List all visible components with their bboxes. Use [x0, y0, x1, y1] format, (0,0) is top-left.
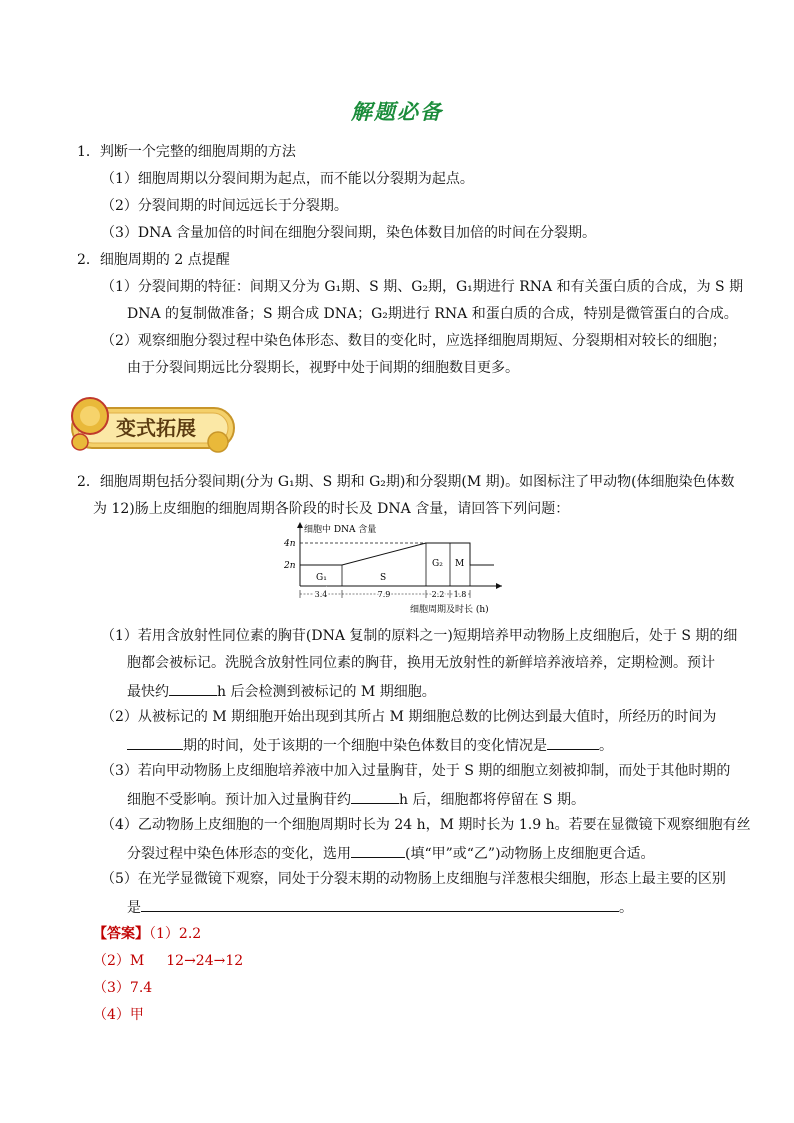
answer-1: （1）2.2 — [149, 926, 202, 942]
duration-m: 1.8 — [453, 590, 467, 599]
q2-answer-blank-2[interactable] — [547, 735, 599, 750]
question-line1: 2．细胞周期包括分裂间期(分为 G₁期、S 期和 G₂期)和分裂期(M 期)。如图标注了甲动物(体细胞染色体数 — [77, 474, 735, 490]
answer-4: （4）甲 — [93, 1007, 144, 1023]
q4-line2: 分裂过程中染色体形态的变化，选用 (填“甲”或“乙”)动物肠上皮细胞更合适。 — [127, 843, 655, 863]
question-line2: 为 12)肠上皮细胞的细胞周期各阶段的时长及 DNA 含量，请回答下列问题： — [93, 501, 570, 517]
dna-content-chart — [280, 520, 510, 620]
variant-extension-banner — [68, 394, 238, 460]
phase-label-g2: G₂ — [432, 559, 443, 569]
q4-line1: （4）乙动物肠上皮细胞的一个细胞周期时长为 24 h，M 期时长为 1.9 h。若要在显微镜下观察细胞有丝 — [101, 817, 751, 833]
answer-2-prefix: （2）M — [93, 953, 145, 969]
y-tick-4n: 4n — [284, 539, 296, 549]
y-tick-2n: 2n — [284, 561, 296, 571]
q2-answer-blank-1[interactable] — [127, 735, 183, 750]
section2-item1-line2: DNA 的复制做准备；S 期合成 DNA；G₂期进行 RNA 和蛋白质的合成，特别是微管蛋白的合成。 — [127, 306, 738, 322]
q2-line1: （2）从被标记的 M 期细胞开始出现到其所占 M 期细胞总数的比例达到最大值时，所经历的时间为 — [101, 709, 717, 725]
q3-line2: 细胞不受影响。预计加入过量胸苷约 h 后，细胞都将停留在 S 期。 — [127, 789, 585, 809]
banner-text: 变式拓展 — [116, 416, 196, 440]
section2-item1-line1: （1）分裂间期的特征：间期又分为 G₁期、S 期、G₂期，G₁期进行 RNA 和有关蛋白质的合成，为 S 期 — [101, 279, 744, 295]
answer-2-value: 12→24→12 — [166, 953, 244, 969]
section2-heading: 2．细胞周期的 2 点提醒 — [77, 252, 230, 268]
phase-label-m: M — [455, 559, 465, 569]
q5-line1: （5）在光学显微镜下观察，同处于分裂末期的动物肠上皮细胞与洋葱根尖细胞，形态上最主要的区别 — [101, 871, 726, 887]
answer-line2 — [93, 952, 243, 970]
q3-line1: （3）若向甲动物肠上皮细胞培养液中加入过量胸苷，处于 S 期的细胞立刻被抑制，而处于其他时期的 — [101, 763, 731, 779]
q1-line3: 最快约 h 后会检测到被标记的 M 期细胞。 — [127, 681, 436, 701]
answer-line1 — [93, 925, 201, 943]
q5-answer-blank[interactable] — [141, 897, 619, 912]
q3-answer-blank[interactable] — [351, 789, 399, 804]
y-axis-arrow — [297, 522, 303, 528]
duration-g1: 3.4 — [314, 590, 328, 599]
section1-item: （2）分裂间期的时间远远长于分裂期。 — [101, 198, 348, 214]
section1-heading: 1．判断一个完整的细胞周期的方法 — [77, 144, 296, 160]
page-title: 解题必备 — [351, 99, 443, 124]
section1-item: （3）DNA 含量加倍的时间在细胞分裂间期，染色体数目加倍的时间在分裂期。 — [101, 225, 596, 241]
phase-label-s: S — [380, 573, 387, 583]
y-axis-label: 细胞中 DNA 含量 — [304, 525, 377, 535]
section1-item: （1）细胞周期以分裂间期为起点，而不能以分裂期为起点。 — [101, 171, 474, 187]
x-axis-label: 细胞周期及时长 (h) — [410, 605, 489, 615]
dna-curve — [300, 543, 494, 565]
q1-line1: （1）若用含放射性同位素的胸苷(DNA 复制的原料之一)短期培养甲动物肠上皮细胞后，处于 S 期的细 — [101, 628, 738, 644]
x-axis-arrow — [496, 583, 502, 589]
answer-label: 【答案】 — [93, 926, 149, 942]
q1-line2: 胞都会被标记。洗脱含放射性同位素的胸苷，换用无放射性的新鲜培养液培养，定期检测。预计 — [127, 655, 715, 671]
duration-s: 7.9 — [377, 590, 391, 599]
answer-3: （3）7.4 — [93, 980, 153, 996]
section2-item2-line1: （2）观察细胞分裂过程中染色体形态、数目的变化时，应选择细胞周期短、分裂期相对较长的细胞； — [101, 333, 726, 349]
duration-g2: 2.2 — [431, 590, 445, 599]
q5-line2: 是 。 — [127, 897, 633, 917]
phase-label-g1: G₁ — [316, 573, 327, 583]
section2-item2-line2: 由于分裂间期远比分裂期长，视野中处于间期的细胞数目更多。 — [127, 360, 519, 376]
q2-line2: 期的时间，处于该期的一个细胞中染色体数目的变化情况是 。 — [127, 735, 613, 755]
q4-answer-blank[interactable] — [351, 843, 405, 858]
q1-answer-blank[interactable] — [169, 681, 217, 696]
